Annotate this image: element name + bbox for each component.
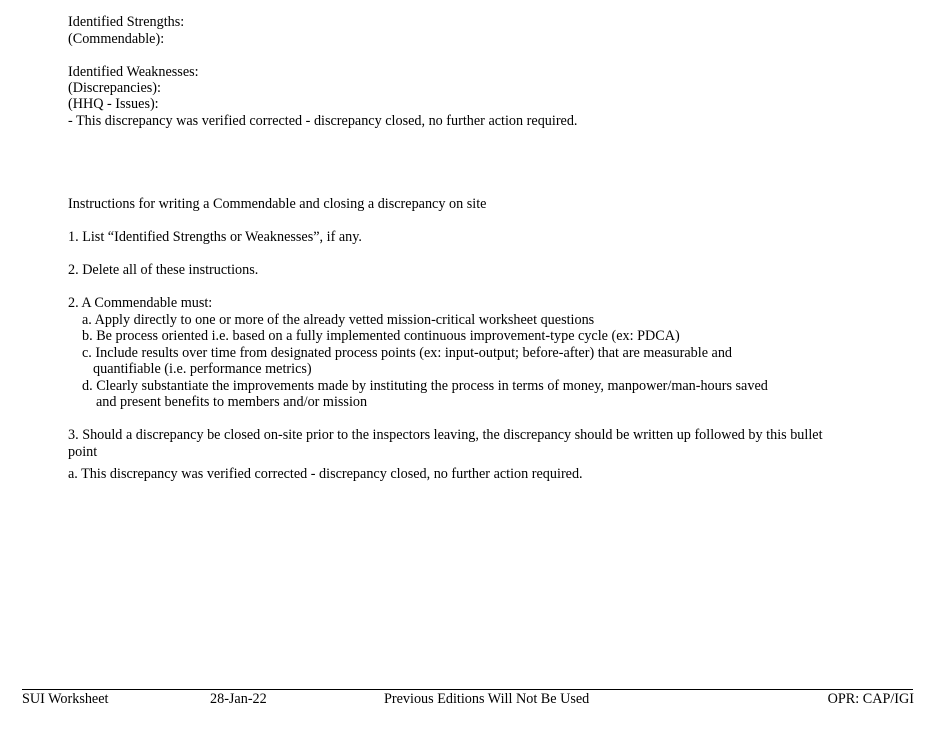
strengths-heading: Identified Strengths:: [68, 14, 185, 30]
instruction-step-3-continued: point: [68, 444, 98, 460]
commendable-criterion-c: c. Include results over time from designated process points (ex: input-output; before-after) that are measurable and: [82, 345, 733, 361]
commendable-criterion-c-continued: quantifiable (i.e. performance metrics): [93, 361, 312, 377]
hhq-issues-label: (HHQ - Issues):: [68, 96, 159, 112]
instruction-step-2-commendable: 2. A Commendable must:: [68, 295, 213, 311]
discrepancy-closed-note: - This discrepancy was verified corrected - discrepancy closed, no further action required.: [68, 113, 578, 129]
footer-divider: [22, 689, 913, 690]
instruction-step-2-delete: 2. Delete all of these instructions.: [68, 262, 259, 278]
instruction-step-3-bullet-a: a. This discrepancy was verified corrected - discrepancy closed, no further action required.: [68, 466, 583, 482]
footer-date: 28-Jan-22: [210, 691, 267, 707]
commendable-criterion-a: a. Apply directly to one or more of the already vetted mission-critical worksheet questions: [82, 312, 595, 328]
commendable-criterion-d-continued: and present benefits to members and/or mission: [96, 394, 368, 410]
weaknesses-heading: Identified Weaknesses:: [68, 64, 199, 80]
instruction-step-3: 3. Should a discrepancy be closed on-site prior to the inspectors leaving, the discrepancy should be written up followed by this bullet: [68, 427, 823, 443]
footer-form-name: SUI Worksheet: [22, 691, 109, 707]
commendable-criterion-d: d. Clearly substantiate the improvements made by instituting the process in terms of money, manpower/man-hours saved: [82, 378, 768, 394]
discrepancies-label: (Discrepancies):: [68, 80, 161, 96]
footer-notice: Previous Editions Will Not Be Used: [384, 691, 590, 707]
footer-opr: OPR: CAP/IGI: [827, 691, 914, 707]
commendable-label: (Commendable):: [68, 31, 165, 47]
instructions-title: Instructions for writing a Commendable and closing a discrepancy on site: [68, 196, 487, 212]
commendable-criterion-b: b. Be process oriented i.e. based on a fully implemented continuous improvement-type cycle (ex: PDCA): [82, 328, 680, 344]
instruction-step-1: 1. List “Identified Strengths or Weaknesses”, if any.: [68, 229, 362, 245]
